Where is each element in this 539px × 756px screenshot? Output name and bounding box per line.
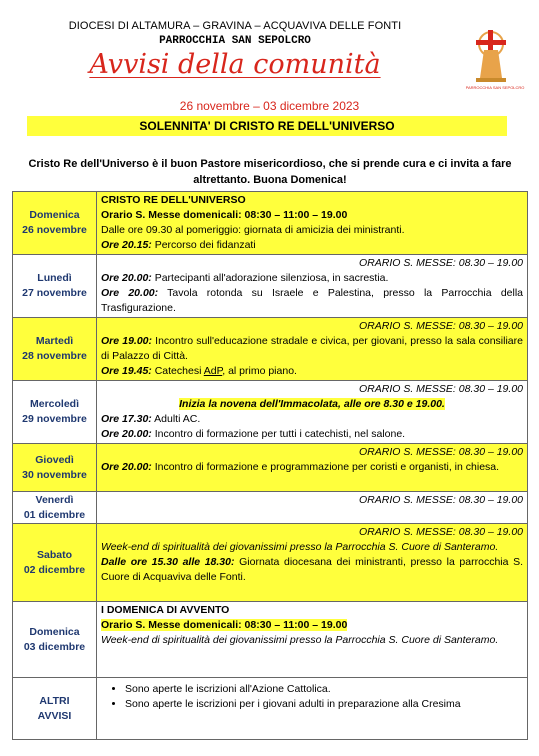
event-text: Catechesi [151,365,204,377]
mass-times: Orario S. Messe domenicali: 08:30 – 11:00 – 19.00 [101,619,348,631]
event-line [101,427,523,442]
logo-caption: PARROCCHIA SAN SEPOLCRO [466,85,525,90]
day-date: 26 novembre [22,224,87,236]
event-text: Percorso dei fidanzati [151,239,256,251]
events-cell [97,318,528,381]
events-cell [97,602,528,678]
mass-times: ORARIO S. MESSE: 08.30 – 19.00 [359,257,523,269]
table-row [13,444,528,492]
event-text: Adulti AC. [151,413,201,425]
logo-base [476,78,506,82]
avvisi-label: AVVISI [37,709,72,722]
table-row [13,255,528,318]
day-name: Domenica [29,209,80,221]
table-row [13,678,528,740]
day-cell [13,492,97,524]
day-name: Lunedì [37,272,72,284]
table-row [13,192,528,255]
event-line [101,364,523,379]
event-line [101,460,523,475]
event-line [101,334,523,364]
mass-times: ORARIO S. MESSE: 08.30 – 19.00 [359,446,523,458]
feast-heading: CRISTO RE DELL'UNIVERSO [101,194,246,206]
parish-heading: PARROCCHIA SAN SEPOLCRO [159,35,311,47]
list-item: • Sono aperte le iscrizioni per i giovani adulti in preparazione alla Cresima [125,697,523,712]
event-line [101,271,523,286]
table-row [13,381,528,444]
event-text: , al primo piano. [222,365,297,377]
event-text: AdP [203,365,223,377]
day-cell [13,524,97,602]
event-line: Week-end di spiritualità dei giovanissimi presso la Parrocchia S. Cuore di Santeramo. [101,541,499,553]
event-time: Ore 20.00: [101,287,159,299]
day-date: 02 dicembre [23,563,86,576]
day-name: Giovedì [35,453,74,466]
page-title: Avvisi della comunità [89,49,381,80]
events-cell [97,381,528,444]
altri-avvisi-list [101,682,523,712]
mass-times: ORARIO S. MESSE: 08.30 – 19.00 [359,526,523,538]
day-date: 30 novembre [22,468,87,481]
day-date: 27 novembre [22,287,87,299]
schedule-table [12,191,528,740]
mass-times: ORARIO S. MESSE: 08.30 – 19.00 [359,494,523,506]
event-line [101,286,523,316]
event-text: Partecipanti all'adorazione silenziosa, in sacrestia. [151,272,389,284]
event-time: Ore 20.00: [101,461,152,473]
day-cell [13,318,97,381]
day-cell [13,192,97,255]
day-name: Domenica [29,625,80,638]
table-row [13,602,528,678]
logo-cross-horizontal [476,40,506,45]
mass-times: Orario S. Messe domenicali: 08:30 – 11:00 – 19.00 [101,209,348,221]
event-time: Dalle ore 15.30 alle 18.30: [101,556,235,568]
event-line [101,397,523,412]
event-time: Ore 17.30: [101,413,152,425]
day-name: Sabato [36,548,72,561]
event-text: Tavola rotonda su Israele e Palestina, presso la Parrocchia della Trasfigurazione. [101,287,523,314]
table-row [13,524,528,602]
altri-avvisi-cell [13,678,97,740]
event-time: Ore 19.45: [101,365,152,377]
table-row [13,492,528,524]
day-name: Mercoledì [29,398,79,410]
event-time: Ore 20.15: [101,239,152,251]
events-cell [97,492,528,524]
day-name: Martedì [35,335,74,347]
parish-logo [466,24,528,92]
event-text: Incontro di formazione per tutti i catechisti, nel salone. [151,428,406,440]
events-cell [97,255,528,318]
novena-highlight: Inizia la novena dell'Immacolata, alle ore 8.30 e 19.00. [179,398,445,410]
mass-times: ORARIO S. MESSE: 08.30 – 19.00 [359,383,523,395]
event-text: Giornata diocesana dei ministranti, presso la parrocchia S. Cuore di Acquaviva delle Fonti. [101,556,523,583]
day-cell [13,602,97,678]
events-cell [97,444,528,492]
event-time: Ore 20.00: [101,428,152,440]
day-date: 28 novembre [22,350,87,362]
diocese-heading: DIOCESI DI ALTAMURA – GRAVINA – ACQUAVIVA DELLE FONTI [68,20,402,32]
mass-times: ORARIO S. MESSE: 08.30 – 19.00 [359,320,523,332]
intro-text: Cristo Re dell'Universo è il buon Pastore misericordioso, che si prende cura e ci invita a fare altrettanto. Buona Domenica! [28,158,512,186]
events-cell [97,524,528,602]
event-line [101,238,523,253]
list-item: • Sono aperte le iscrizioni all'Azione Cattolica. [125,682,523,697]
table-row [13,318,528,381]
day-cell [13,255,97,318]
event-time: Ore 19.00: [101,335,153,347]
day-date: 01 dicembre [23,508,86,521]
week-dates: 26 novembre – 03 dicembre 2023 [179,99,360,113]
event-line: Week-end di spiritualità dei giovanissimi presso la Parrocchia S. Cuore di Santeramo. [101,634,499,646]
event-text: Incontro di formazione e programmazione per coristi e organisti, in chiesa. [151,461,500,473]
day-cell [13,444,97,492]
events-cell [97,192,528,255]
day-date: 03 dicembre [23,640,86,653]
mass-times-line [101,618,523,633]
day-date: 29 novembre [22,413,87,425]
altri-label: ALTRI [39,694,70,707]
altri-avvisi-list-cell [97,678,528,740]
event-text: Incontro sull'educazione stradale e civica, per giovani, presso la sala consiliare di Palazzo di Città. [101,335,523,362]
day-name: Venerdì [35,493,74,506]
event-time: Ore 20.00: [101,272,152,284]
solennita-banner: SOLENNITA' DI CRISTO RE DELL'UNIVERSO [27,116,507,136]
day-cell [13,381,97,444]
event-line [101,412,523,427]
feast-heading: I DOMENICA DI AVVENTO [101,604,230,616]
event-line: Dalle ore 09.30 al pomeriggio: giornata di amicizia dei ministranti. [101,224,405,236]
event-line [101,555,523,585]
